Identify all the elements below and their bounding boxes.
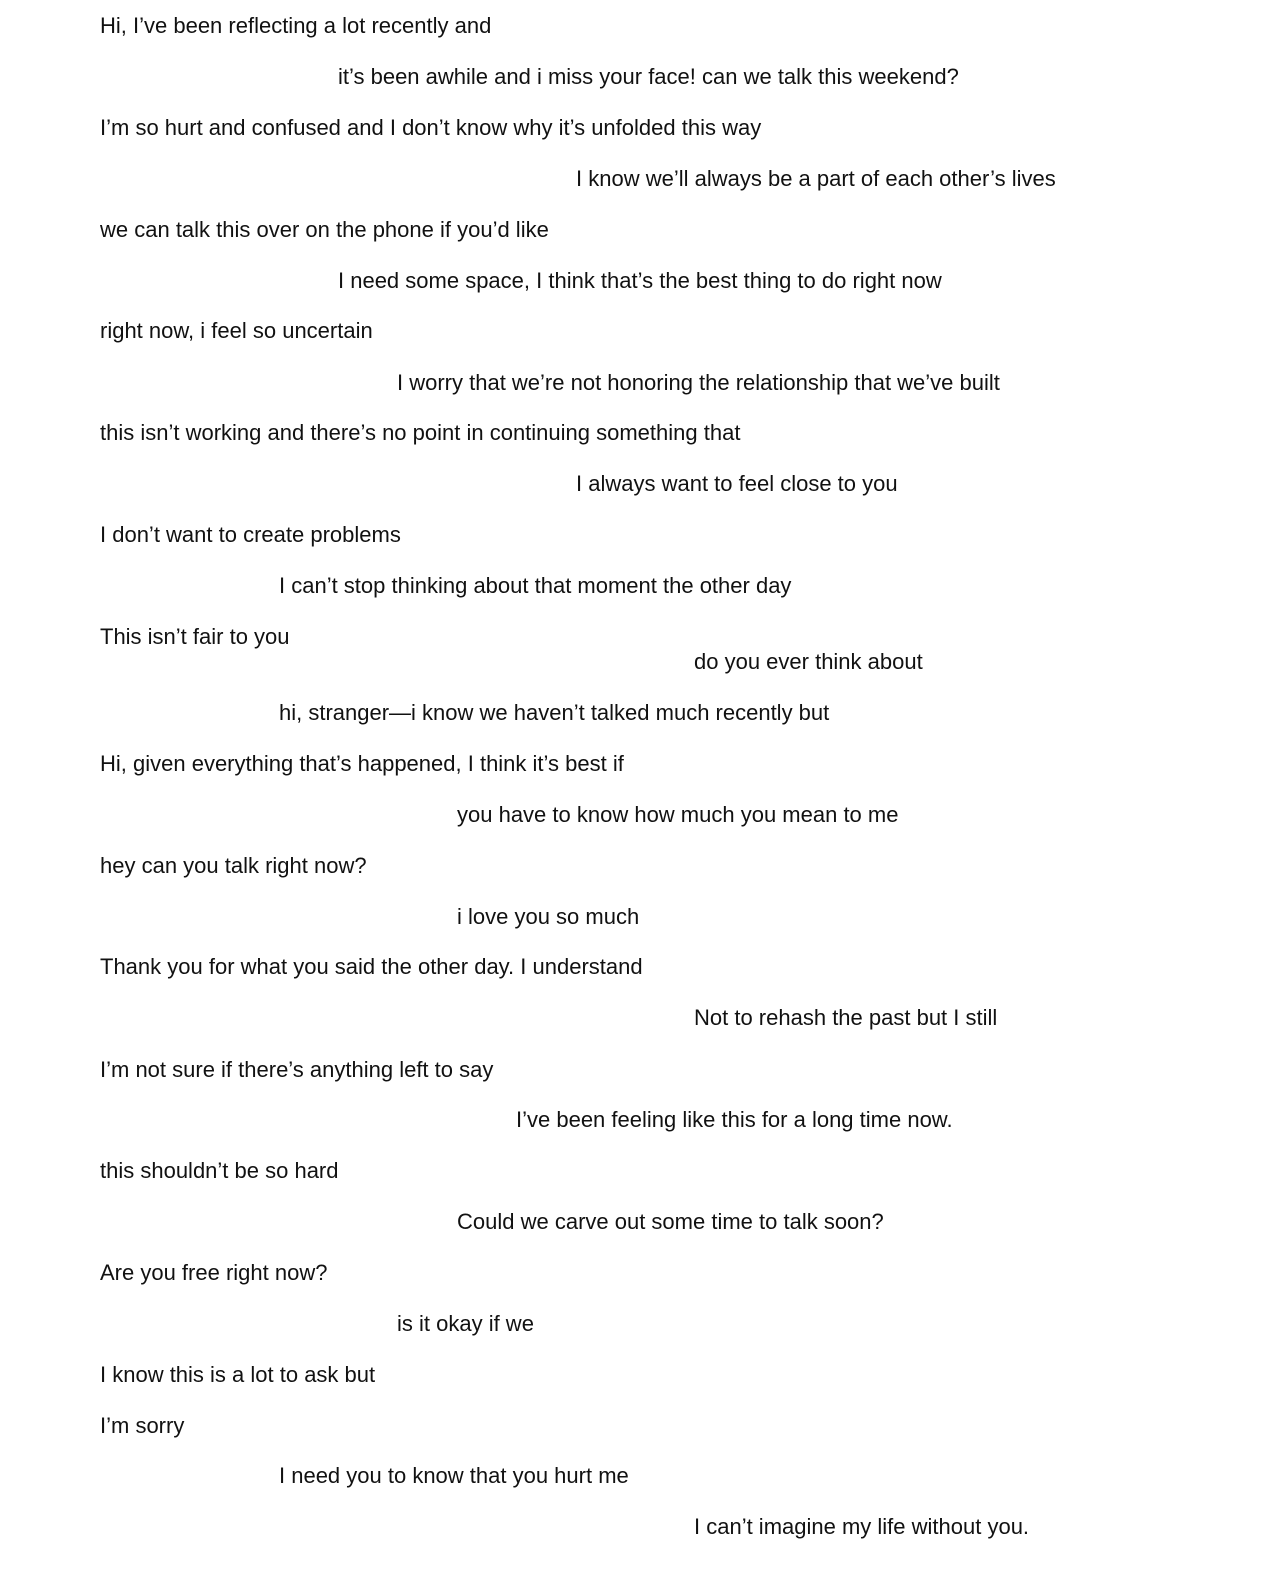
text-line: I’m so hurt and confused and I don’t know why it’s unfolded this way bbox=[100, 115, 762, 140]
text-line: I worry that we’re not honoring the relationship that we’ve built bbox=[397, 370, 1000, 395]
text-line: I always want to feel close to you bbox=[576, 471, 898, 496]
text-line: this shouldn’t be so hard bbox=[100, 1158, 339, 1183]
text-line: I need some space, I think that’s the best thing to do right now bbox=[338, 268, 942, 293]
text-line: it’s been awhile and i miss your face! can we talk this weekend? bbox=[338, 64, 959, 89]
text-line: I’m sorry bbox=[100, 1413, 185, 1438]
text-line: I know this is a lot to ask but bbox=[100, 1362, 376, 1387]
text-line: Hi, given everything that’s happened, I think it’s best if bbox=[100, 751, 624, 776]
text-line: I need you to know that you hurt me bbox=[279, 1463, 629, 1488]
text-line: Thank you for what you said the other day. I understand bbox=[100, 954, 643, 979]
text-line: i love you so much bbox=[457, 904, 640, 929]
text-line: you have to know how much you mean to me bbox=[457, 802, 899, 827]
text-line: do you ever think about bbox=[694, 649, 923, 674]
text-line: we can talk this over on the phone if you’d like bbox=[100, 217, 549, 242]
text-line: hi, stranger—i know we haven’t talked much recently but bbox=[279, 700, 830, 725]
text-line: I don’t want to create problems bbox=[100, 522, 401, 547]
text-line: Not to rehash the past but I still bbox=[694, 1005, 998, 1030]
text-line: Are you free right now? bbox=[100, 1260, 328, 1285]
text-line: hey can you talk right now? bbox=[100, 853, 367, 878]
text-line: I’m not sure if there’s anything left to say bbox=[100, 1057, 494, 1082]
text-line: I can’t stop thinking about that moment the other day bbox=[279, 573, 792, 598]
text-line: is it okay if we bbox=[397, 1311, 534, 1336]
text-line: this isn’t working and there’s no point in continuing something that bbox=[100, 420, 741, 445]
text-line: Hi, I’ve been reflecting a lot recently and bbox=[100, 13, 492, 38]
text-line: Could we carve out some time to talk soon? bbox=[457, 1209, 884, 1234]
text-line: This isn’t fair to you bbox=[100, 624, 290, 649]
text-line: I’ve been feeling like this for a long time now. bbox=[516, 1107, 953, 1132]
text-line: right now, i feel so uncertain bbox=[100, 318, 373, 343]
text-line: I can’t imagine my life without you. bbox=[694, 1514, 1030, 1539]
text-line: I know we’ll always be a part of each other’s lives bbox=[576, 166, 1056, 191]
